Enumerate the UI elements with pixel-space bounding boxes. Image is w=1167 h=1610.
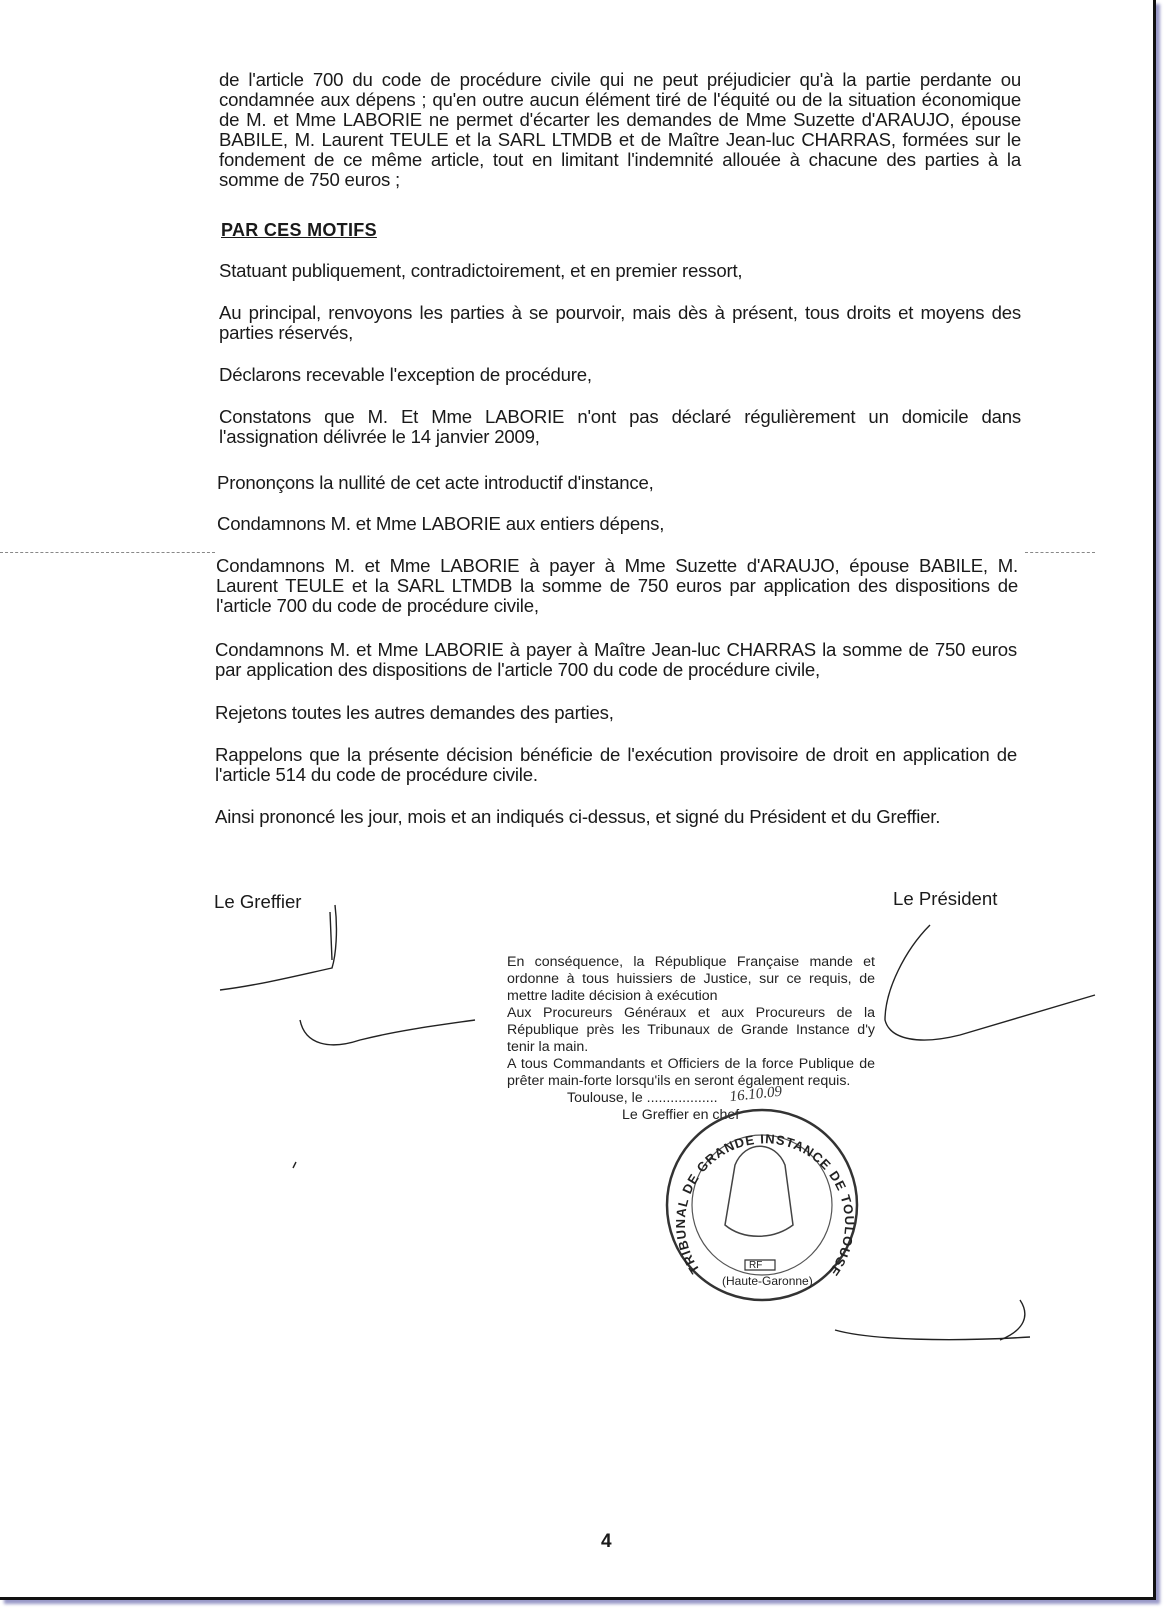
paragraph-prononcons: Prononçons la nullité de cet acte introductif d'instance, [217,472,654,493]
label-greffier: Le Greffier [214,891,302,912]
heading-par-ces-motifs: PAR CES MOTIFS [221,220,377,240]
paragraph-ainsi: Ainsi prononcé les jour, mois et an indiqués ci-dessus, et signé du Président et du Greffier. [215,806,941,827]
seal-bottom: (Haute-Garonne) [722,1274,813,1288]
paragraph-condamnons-depens: Condamnons M. et Mme LABORIE aux entiers dépens, [217,513,665,534]
formule-line-1: En conséquence, la République Française mande et ordonne à tous huissiers de Justice, sur ce requis, de mettre ladite décision à exécution [507,954,875,1004]
paragraph-statuant: Statuant publiquement, contradictoirement, et en premier ressort, [219,260,743,281]
paragraph-rappelons: Rappelons que la présente décision bénéficie de l'exécution provisoire de droit en application de l'article 514 du code de procédure civile. [215,744,1017,785]
page-number: 4 [601,1531,612,1552]
seal-text: TRIBUNAL DE GRANDE INSTANCE DE TOULOUSE [672,1131,858,1280]
formule-line-3: A tous Commandants et Officiers de la force Publique de prêter main-forte lorsqu'ils en seront également requis. [507,1056,875,1089]
formule-line-2: Aux Procureurs Généraux et aux Procureurs de la République près les Tribunaux de Grande Instance d'y tenir la main. [507,1005,875,1055]
paragraph-constatons: Constatons que M. Et Mme LABORIE n'ont pas déclaré régulièrement un domicile dans l'assignation délivrée le 14 janvier 2009, [219,406,1021,447]
formule-signer: Le Greffier en chef [622,1107,740,1123]
paragraph-declarons: Déclarons recevable l'exception de procédure, [219,364,592,385]
paragraph-au-principal: Au principal, renvoyons les parties à se pourvoir, mais dès à présent, tous droits et moyens des parties réservés, [219,302,1021,343]
greffier-signature [220,905,475,1168]
paragraph-rejetons: Rejetons toutes les autres demandes des parties, [215,702,614,723]
paragraph-condamnons-araujo: Condamnons M. et Mme LABORIE à payer à Mme Suzette d'ARAUJO, épouse BABILE, M. Laurent TEULE et la SARL LTMDB la somme de 750 euros par application des dispositions de l'article 700 du code de procédure civile, [216,555,1018,616]
paragraph-article-700: de l'article 700 du code de procédure civile qui ne peut préjudicier qu'à la partie perdante ou condamnée aux dépens ; qu'en outre aucun élément tiré de l'équité ou de la situation économique de M. et Mme LABORIE ne permet d'écarter les demandes de Mme Suzette d'ARAUJO, épouse BABILE, M. Laurent TEULE et la SARL LTMDB et de Maître Jean-luc CHARRAS, formées sur le fondement de ce même article, tout en limitant l'indemnité allouée à chacune des parties à la somme de 750 euros ; [219,69,1021,190]
seal-mark: RF [749,1260,763,1271]
court-seal [667,1084,857,1300]
svg-text:TRIBUNAL DE GRANDE INSTANCE DE [673,1131,857,1279]
formule-place: Toulouse, le .................. [567,1090,718,1106]
label-president: Le Président [893,888,998,909]
paragraph-condamnons-charras: Condamnons M. et Mme LABORIE à payer à Maître Jean-luc CHARRAS la somme de 750 euros par application des dispositions de l'article 700 du code de procédure civile, [215,639,1017,680]
president-signature [835,925,1095,1340]
handwritten-date: 16.10.09 [728,1083,783,1106]
